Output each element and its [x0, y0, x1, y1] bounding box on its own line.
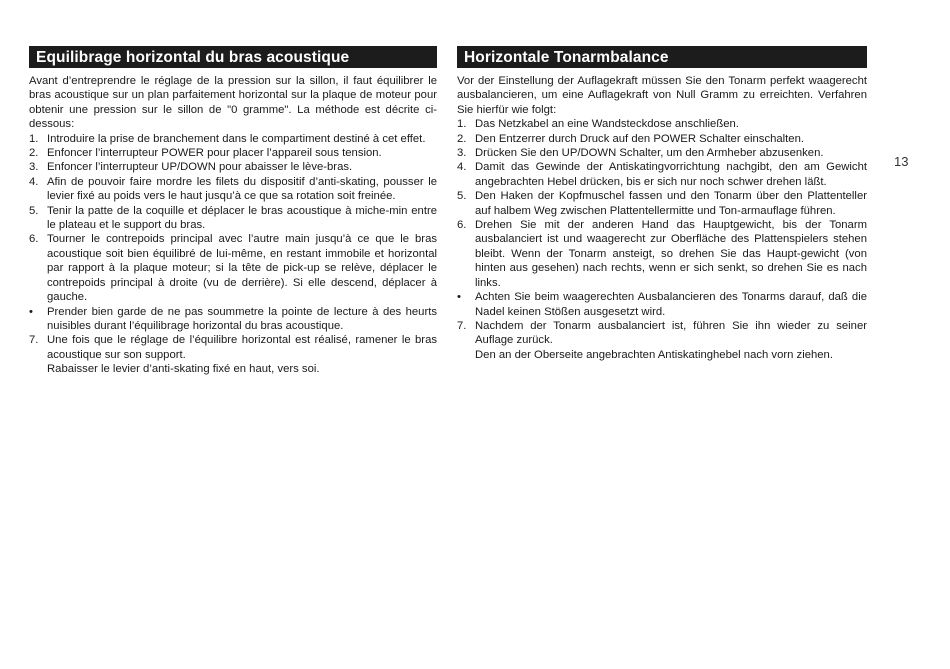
german-step-6: 6. Drehen Sie mit der anderen Hand das Hauptgewicht, bis der Tonarm ausbalanciert ist und waagerecht zur Oberfläche des Plattenspielers stehen bleibt. Wenn der Tonarm ansteigt, so drehen Sie das Haupt-gewicht (von hinten aus gesehen) nach rechts, wenn er sich senkt, so drehen Sie es nach links. — [457, 219, 867, 289]
german-step-4: 4. Damit das Gewinde der Antiskatingvorrichtung nachgibt, den am Gewicht angebrachten Hebel drücken, bis er sich nur noch schwer drehen läßt. — [457, 161, 867, 188]
french-step-1: 1. Introduire la prise de branchement dans le compartiment destiné à cet effet. — [29, 132, 426, 145]
step-text-continued: Rabaisser le levier d’anti-skating fixé en haut, vers soi. — [47, 363, 320, 376]
french-step-3: 3. Enfoncer l’interrupteur UP/DOWN pour abaisser le lève-bras. — [29, 161, 353, 174]
step-text: Prender bien garde de ne pas soummetre la pointe de lecture à des heurts nuisibles durant l’équilibrage horizontal du bras acoustique. — [47, 305, 437, 332]
german-step-2: 2. Den Entzerrer durch Druck auf den POWER Schalter einschalten. — [457, 132, 805, 145]
german-section-title: Horizontale Tonarmbalance — [457, 46, 867, 68]
bullet-icon: • — [457, 291, 461, 304]
german-step-3: 3. Drücken Sie den UP/DOWN Schalter, um den Armheber abzusenken. — [457, 147, 824, 160]
step-text: Tenir la patte de la coquille et déplacer le bras acoustique à miche-min entre le plateau et le support du bras. — [47, 204, 437, 232]
french-step-2: 2. Enfoncer l’interrupteur POWER pour placer l’appareil sous tension. — [29, 147, 382, 160]
french-steps — [29, 132, 437, 377]
bullet-icon: • — [29, 305, 33, 318]
step-text: Une fois que le réglage de l’équilibre horizontal est réalisé, ramener le bras acoustique sur son support. — [47, 334, 437, 361]
german-intro: Vor der Einstellung der Auflagekraft müssen Sie den Tonarm perfekt waagerecht ausbalancieren, um eine Auflagekraft von Null Gramm zu erreichten. Verfahren Sie hierfür wie folgt: — [457, 75, 867, 116]
step-text: Drehen Sie mit der anderen Hand das Hauptgewicht, bis der Tonarm ausbalanciert ist und waagerecht zur Oberfläche des Plattenspielers stehen bleibt. Wenn der Tonarm ansteigt, so drehen Sie das Haupt-gewicht (von hinten aus gesehen) nach rechts, wenn er sich senkt, so drehen Sie es nach links. — [475, 219, 867, 289]
step-text: Afin de pouvoir faire mordre les filets du dispositif d’anti-skating, pousser le levier fixé au poids vers le haut jusqu’à ce que sa rotation soit freinée. — [47, 175, 437, 203]
step-text: Drücken Sie den UP/DOWN Schalter, um den Armheber abzusenken. — [475, 147, 824, 160]
french-column — [29, 46, 437, 377]
german-step-1: 1. Das Netzkabel an eine Wandsteckdose anschließen. — [457, 118, 739, 131]
german-step-7: 7. Nachdem der Tonarm ausbalanciert ist, führen Sie ihn wieder zu seiner Auflage zurück. Den an der Oberseite angebrachten Antiskatinghebel nach vorn ziehen. — [457, 319, 867, 361]
step-text: Den Haken der Kopfmuschel fassen und den Tonarm über den Plattenteller auf halbem Weg zwischen Plattentellermitte und Ton-armauflage führen. — [475, 190, 867, 217]
step-text: Tourner le contrepoids principal avec l’autre main jusqu’à ce que le bras acoustique soit bien équilibré de lui-même, en restant immobile et horizontal par rapport à la plaque moteur; si la tête de pick-up se relève, déplacer le contrepoids principal à droite (vu de derrière). Si elle descend, déplacer à gauche. — [47, 233, 437, 304]
page-number: 13 — [894, 154, 909, 169]
french-section-title: Equilibrage horizontal du bras acoustique — [29, 46, 437, 68]
german-steps — [457, 117, 867, 362]
step-text: Damit das Gewinde der Antiskatingvorrichtung nachgibt, den am Gewicht angebrachten Hebel drücken, bis er sich nur noch schwer drehen läßt. — [475, 161, 867, 188]
step-text: Das Netzkabel an eine Wandsteckdose anschließen. — [475, 118, 739, 131]
step-text: Achten Sie beim waagerechten Ausbalancieren des Tonarms darauf, daß die Nadel keinen Stößen ausgesetzt wird. — [475, 291, 867, 318]
french-intro: Avant d’entreprendre le réglage de la pression sur la sillon, il faut équilibrer le bras acoustique sur un plan parfaitement horizontal sur la plaque de moteur pour obtenir une pression sur le sillon de "0 gramme". La méthode est décrite ci-dessous: — [29, 75, 437, 131]
french-step-4: 4. Afin de pouvoir faire mordre les filets du dispositif d’anti-skating, pousser le levier fixé au poids vers le haut jusqu’à ce que sa rotation soit freinée. — [29, 175, 437, 203]
german-step-5: 5. Den Haken der Kopfmuschel fassen und den Tonarm über den Plattenteller auf halbem Weg zwischen Plattentellermitte und Ton-armauflage führen. — [457, 190, 867, 217]
step-text: Introduire la prise de branchement dans le compartiment destiné à cet effet. — [47, 132, 426, 145]
french-step-6: 6. Tourner le contrepoids principal avec l’autre main jusqu’à ce que le bras acoustique soit bien équilibré de lui-même, en restant immobile et horizontal par rapport à la plaque moteur; si la tête de pick-up se relève, déplacer le contrepoids principal à droite (vu de derrière). Si elle descend, déplacer à gauche. — [29, 233, 437, 304]
german-caution-note — [457, 290, 867, 319]
step-text-continued: Den an der Oberseite angebrachten Antiskatinghebel nach vorn ziehen. — [475, 348, 833, 361]
step-text: Nachdem der Tonarm ausbalanciert ist, führen Sie ihn wieder zu seiner Auflage zurück. — [475, 319, 867, 347]
french-caution-note — [29, 305, 437, 334]
french-step-5: 5. Tenir la patte de la coquille et déplacer le bras acoustique à miche-min entre le plateau et le support du bras. — [29, 204, 437, 232]
step-text: Enfoncer l’interrupteur UP/DOWN pour abaisser le lève-bras. — [47, 161, 353, 174]
german-column — [457, 46, 867, 362]
french-step-7: 7. Une fois que le réglage de l’équilibre horizontal est réalisé, ramener le bras acoustique sur son support. Rabaisser le levier d’anti-skating fixé en haut, vers soi. — [29, 334, 437, 376]
step-text: Den Entzerrer durch Druck auf den POWER Schalter einschalten. — [475, 132, 805, 145]
step-text: Enfoncer l’interrupteur POWER pour placer l’appareil sous tension. — [47, 147, 382, 160]
